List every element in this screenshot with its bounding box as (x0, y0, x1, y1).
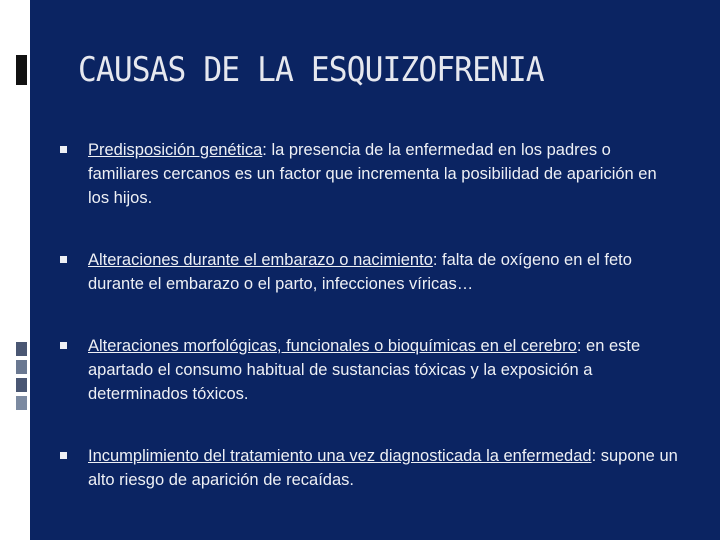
title-accent-square (16, 55, 27, 85)
bullet-text (88, 444, 680, 492)
bullet-item (60, 248, 680, 296)
bullet-term: Incumplimiento del tratamiento una vez diagnosticada la enfermedad (88, 447, 592, 465)
bullet-text (88, 334, 680, 406)
square-bullet-icon (60, 146, 67, 153)
decorative-square (16, 396, 27, 410)
left-decoration-strip (0, 0, 30, 540)
bullet-text (88, 138, 680, 210)
square-bullet-icon (60, 342, 67, 349)
bullet-description: : falta de oxígeno en el feto durante el embarazo o el parto, infecciones víricas… (88, 251, 632, 293)
decorative-square (16, 360, 27, 374)
bullet-item (60, 138, 680, 210)
square-bullet-icon (60, 452, 67, 459)
bullet-description: : la presencia de la enfermedad en los padres o familiares cercanos es un factor que incrementa la posibilidad de aparición en los hijos. (88, 141, 657, 207)
bullet-description: : en este apartado el consumo habitual de sustancias tóxicas y la exposición a determinados tóxicos. (88, 337, 641, 403)
bullet-term: Alteraciones morfológicas, funcionales o bioquímicas en el cerebro (88, 337, 577, 355)
slide-title: CAUSAS DE LA ESQUIZOFRENIA (78, 50, 544, 90)
square-bullet-icon (60, 256, 67, 263)
bullet-term: Alteraciones durante el embarazo o nacimiento (88, 251, 433, 269)
bullet-term: Predisposición genética (88, 141, 263, 159)
decorative-square (16, 378, 27, 392)
decorative-square (16, 342, 27, 356)
bullet-description: : supone un alto riesgo de aparición de recaídas. (88, 447, 678, 489)
bullet-item (60, 334, 680, 406)
bullet-text (88, 248, 680, 296)
bullet-item (60, 444, 680, 492)
